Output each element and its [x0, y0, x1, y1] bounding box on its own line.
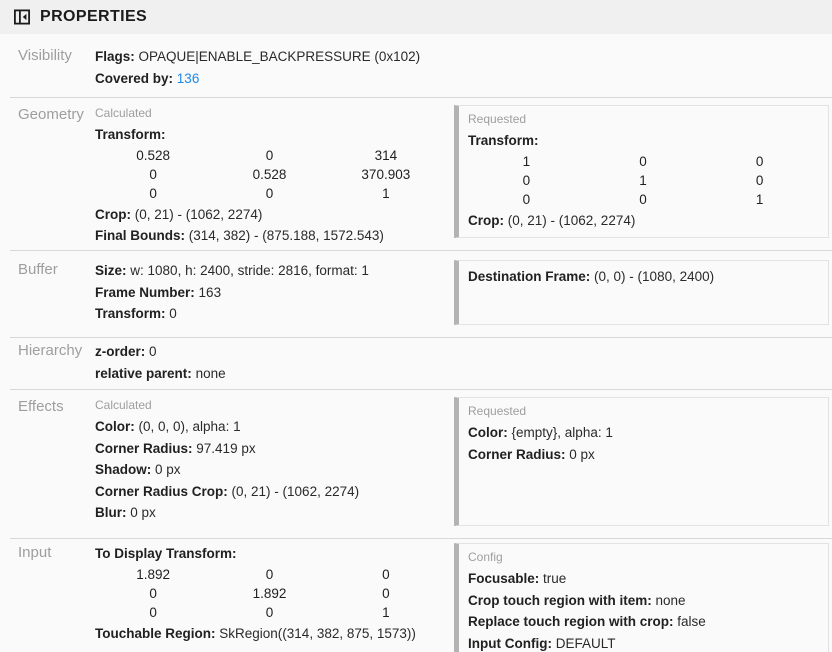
section-buffer-label: Buffer: [18, 261, 58, 278]
property-row-transform: [468, 130, 818, 152]
property-value: SkRegion((314, 382, 875, 1573)): [219, 625, 416, 641]
property-row-z-order: [95, 341, 822, 363]
section-input-label: Input: [18, 544, 52, 561]
property-value: OPAQUE|ENABLE_BACKPRESSURE (0x102): [138, 49, 421, 64]
panel-title: PROPERTIES: [40, 8, 148, 25]
properties-header: [0, 0, 832, 34]
property-name: Final Bounds:: [95, 228, 185, 243]
section-visibility-body: [95, 46, 832, 97]
input-config-column: [454, 543, 829, 652]
property-value: false: [677, 614, 706, 629]
matrix-cell: 0: [522, 172, 531, 188]
property-name: Color:: [95, 419, 135, 434]
section-buffer: [0, 251, 832, 337]
property-name: Destination Frame:: [468, 269, 591, 284]
property-row-replace-touch-region: [468, 611, 818, 633]
matrix-cell: 1: [522, 153, 531, 169]
property-name: Frame Number:: [95, 284, 195, 300]
property-name: Transform:: [468, 133, 539, 148]
section-input: [0, 539, 832, 652]
input-calculated-column: [95, 543, 454, 652]
property-value: 0: [169, 306, 177, 321]
matrix-cell: 0: [522, 191, 531, 207]
section-hierarchy-body: [95, 341, 832, 389]
property-value: DEFAULT: [555, 635, 616, 651]
matrix-cell: 314: [374, 147, 398, 163]
requested-label: Requested: [468, 404, 527, 418]
property-row-flags: [95, 46, 822, 68]
property-row-crop: [95, 204, 444, 226]
matrix-cell: 0: [639, 191, 647, 207]
property-row-corner-radius-crop: [95, 481, 444, 503]
matrix-cell: 0: [382, 566, 390, 582]
property-value: 97.419 px: [196, 440, 256, 456]
visibility-column: [95, 46, 832, 97]
property-name: Corner Radius:: [95, 440, 193, 456]
property-row-size: [95, 260, 444, 282]
property-row-color: [468, 422, 818, 444]
property-value: w: 1080, h: 2400, stride: 2816, format: 1: [130, 263, 369, 278]
property-name: Crop:: [95, 206, 131, 222]
property-row-relative-parent: [95, 363, 822, 385]
property-row-shadow: [95, 459, 444, 481]
matrix-cell: 0: [149, 166, 157, 182]
property-row-blur: [95, 502, 444, 524]
matrix-cell: 0: [149, 604, 157, 620]
property-row-crop: [468, 210, 818, 232]
property-row-frame-number: [95, 282, 444, 304]
property-name: Replace touch region with crop:: [468, 614, 674, 629]
property-value: 0 px: [130, 505, 156, 520]
property-value: none: [655, 592, 686, 608]
matrix-cell: 1.892: [252, 585, 287, 601]
matrix-cell: 0: [755, 172, 764, 188]
property-name: z-order:: [95, 344, 146, 359]
property-value: 0: [149, 344, 157, 359]
property-name: Covered by:: [95, 70, 174, 86]
matrix-cell: 0: [639, 153, 647, 169]
property-row-corner-radius: [468, 444, 818, 466]
transform-matrix-requested: [468, 152, 818, 209]
matrix-cell: 0: [149, 585, 157, 601]
property-row-covered-by: [95, 68, 822, 90]
property-name: To Display Transform:: [95, 546, 237, 561]
section-visibility-label: Visibility: [18, 47, 72, 64]
effects-requested-column: [454, 397, 829, 538]
property-name: Touchable Region:: [95, 625, 216, 641]
matrix-cell: 1: [382, 185, 390, 201]
property-value: (0, 0, 0), alpha: 1: [138, 419, 241, 434]
matrix-cell: 1: [755, 191, 764, 207]
property-row-transform: [95, 303, 444, 325]
property-value: true: [543, 571, 567, 586]
matrix-cell: 0: [265, 147, 274, 163]
property-row-input-config: [468, 633, 818, 652]
hierarchy-column: [95, 341, 832, 389]
property-row-destination-frame: [468, 266, 818, 288]
matrix-cell: 0: [755, 153, 764, 169]
property-value: none: [195, 365, 226, 381]
requested-box: [454, 260, 829, 325]
property-name: Input Config:: [468, 635, 552, 651]
property-name: relative parent:: [95, 365, 192, 381]
property-name: Corner Radius:: [468, 446, 566, 462]
property-value: (0, 21) - (1062, 2274): [231, 483, 360, 499]
covered-by-link[interactable]: 136: [176, 70, 200, 86]
properties-content: [0, 34, 832, 652]
section-hierarchy: [0, 338, 832, 389]
section-geometry: [0, 98, 832, 250]
property-name: Size:: [95, 263, 127, 278]
buffer-column: [95, 260, 454, 337]
section-visibility: [0, 34, 832, 97]
property-value: 0 px: [569, 446, 595, 462]
geometry-calculated-column: [95, 105, 454, 250]
config-box: [454, 543, 829, 652]
property-row-color: [95, 416, 444, 438]
matrix-cell: 1: [639, 172, 647, 188]
property-name: Flags:: [95, 49, 135, 64]
property-row-to-display-transform: [95, 543, 444, 565]
section-input-body: [95, 543, 832, 652]
matrix-cell: 0: [265, 604, 274, 620]
property-value: 0 px: [155, 462, 181, 477]
property-name: Corner Radius Crop:: [95, 483, 228, 499]
requested-box: [454, 397, 829, 526]
requested-box: [454, 105, 829, 238]
property-value: {empty}, alpha: 1: [511, 425, 613, 440]
property-name: Transform:: [95, 306, 166, 321]
matrix-cell: 0: [149, 185, 157, 201]
property-value: (314, 382) - (875.188, 1572.543): [188, 228, 384, 243]
buffer-requested-column: [454, 260, 829, 337]
config-label: Config: [468, 550, 503, 564]
section-buffer-body: [95, 260, 832, 337]
matrix-cell: 0: [265, 185, 274, 201]
property-name: Shadow:: [95, 462, 152, 477]
section-hierarchy-label: Hierarchy: [18, 342, 83, 359]
property-row-touchable-region: [95, 623, 444, 645]
section-effects-body: [95, 397, 832, 538]
property-name: Crop:: [468, 212, 504, 228]
property-value: (0, 0) - (1080, 2400): [594, 269, 715, 284]
requested-label: Requested: [468, 112, 527, 126]
matrix-cell: 0.528: [252, 166, 287, 182]
effects-calculated-column: [95, 397, 454, 538]
matrix-cell: 1: [382, 604, 390, 620]
property-name: Blur:: [95, 505, 127, 520]
transform-matrix-calculated: [95, 146, 444, 203]
matrix-cell: 1.892: [136, 566, 171, 582]
property-value: 163: [198, 284, 222, 300]
section-geometry-label: Geometry: [18, 106, 84, 123]
property-name: Focusable:: [468, 571, 540, 586]
geometry-requested-column: [454, 105, 829, 250]
property-row-crop-touch-region: [468, 590, 818, 612]
to-display-transform-matrix: [95, 565, 444, 622]
matrix-cell: 0.528: [136, 147, 171, 163]
matrix-cell: 0: [265, 566, 274, 582]
property-row-transform: [95, 124, 444, 146]
section-effects-label: Effects: [18, 398, 64, 415]
section-geometry-body: [95, 105, 832, 250]
matrix-cell: 370.903: [361, 166, 411, 182]
calculated-label: Calculated: [95, 106, 152, 120]
property-value: (0, 21) - (1062, 2274): [507, 212, 636, 228]
property-row-focusable: [468, 568, 818, 590]
property-value: (0, 21) - (1062, 2274): [134, 206, 263, 222]
panel-collapse-icon-svg: [13, 8, 31, 26]
property-name: Transform:: [95, 127, 166, 142]
section-effects: [0, 390, 832, 538]
property-row-final-bounds: [95, 225, 444, 247]
panel-collapse-icon[interactable]: [13, 8, 31, 26]
calculated-label: Calculated: [95, 398, 152, 412]
property-row-corner-radius: [95, 438, 444, 460]
matrix-cell: 0: [382, 585, 390, 601]
property-name: Color:: [468, 425, 508, 440]
property-name: Crop touch region with item:: [468, 592, 652, 608]
